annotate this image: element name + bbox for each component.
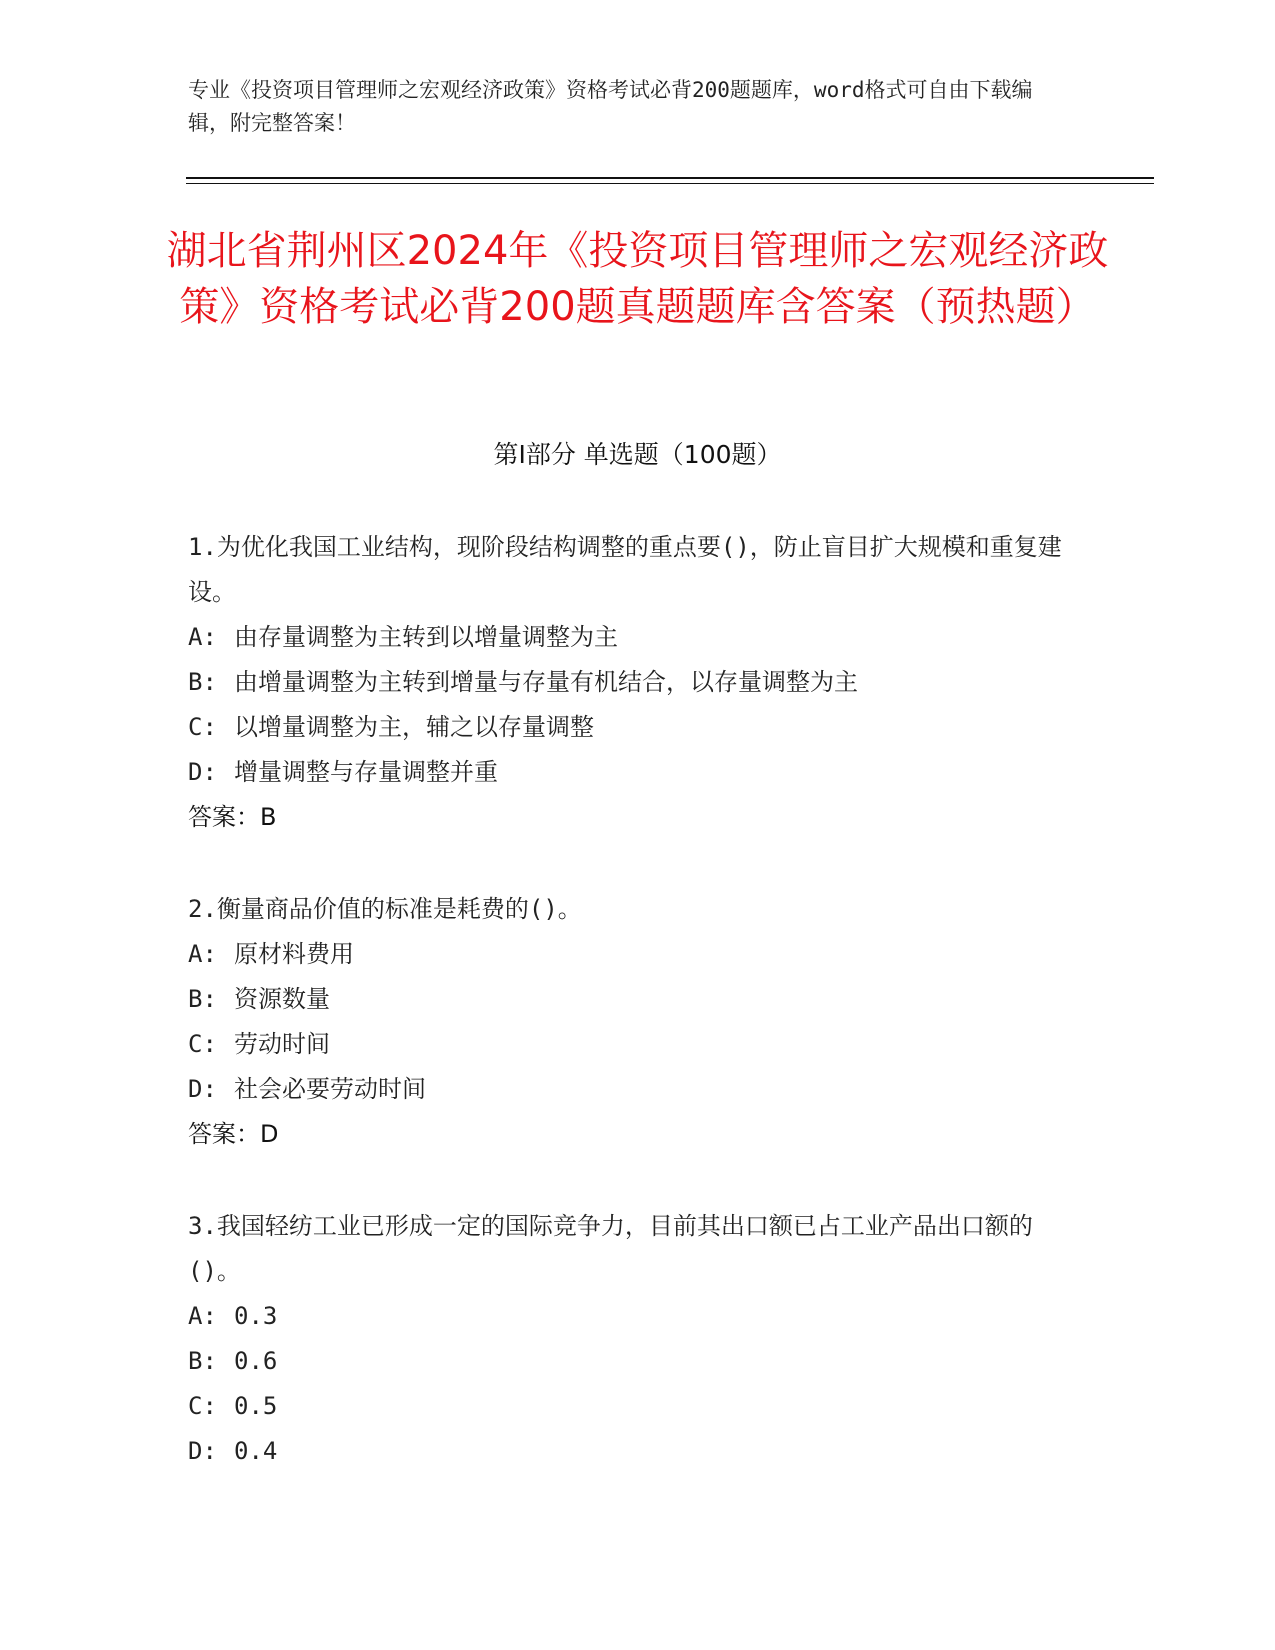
question-stem: 1.为优化我国工业结构，现阶段结构调整的重点要()，防止盲目扩大规模和重复建设。 <box>188 533 1062 606</box>
option-letter: B: <box>188 985 217 1013</box>
question-item <box>188 887 1068 1157</box>
option-text: 0.5 <box>234 1392 278 1420</box>
option-letter: A: <box>188 623 217 651</box>
header-divider-thick <box>186 177 1154 179</box>
option-text: 0.6 <box>234 1347 278 1375</box>
question-stem: 2.衡量商品价值的标准是耗费的()。 <box>188 895 582 923</box>
option-b <box>188 1339 1068 1384</box>
option-a <box>188 615 1068 660</box>
option-letter: C: <box>188 1030 217 1058</box>
option-text: 劳动时间 <box>234 1030 330 1058</box>
option-text: 增量调整与存量调整并重 <box>234 758 498 786</box>
option-b <box>188 660 1068 705</box>
option-d <box>188 1429 1068 1474</box>
header-divider-thin <box>186 183 1154 184</box>
option-letter: C: <box>188 1392 217 1420</box>
option-c <box>188 1022 1068 1067</box>
option-letter: D: <box>188 1075 217 1103</box>
option-letter: A: <box>188 1302 217 1330</box>
option-letter: C: <box>188 713 217 741</box>
answer-line: 答案：D <box>188 1120 279 1148</box>
option-text: 原材料费用 <box>234 940 354 968</box>
option-text: 0.4 <box>234 1437 278 1465</box>
question-item <box>188 525 1068 840</box>
option-text: 0.3 <box>234 1302 278 1330</box>
option-letter: B: <box>188 1347 217 1375</box>
question-item <box>188 1204 1068 1474</box>
option-text: 资源数量 <box>234 985 330 1013</box>
option-text: 以增量调整为主，辅之以存量调整 <box>234 713 594 741</box>
option-d <box>188 750 1068 795</box>
question-list <box>188 525 1068 1521</box>
answer-line: 答案：B <box>188 803 277 831</box>
option-c <box>188 1384 1068 1429</box>
option-text: 由增量调整为主转到增量与存量有机结合，以存量调整为主 <box>234 668 858 696</box>
section-heading: 第Ⅰ部分 单选题（100题） <box>493 440 782 469</box>
option-a <box>188 1294 1068 1339</box>
option-d <box>188 1067 1068 1112</box>
document-title: 湖北省荆州区2024年《投资项目管理师之宏观经济政策》资格考试必背200题真题题库含答案（预热题） <box>166 228 1109 330</box>
option-letter: A: <box>188 940 217 968</box>
option-letter: B: <box>188 668 217 696</box>
option-text: 社会必要劳动时间 <box>234 1075 426 1103</box>
option-letter: D: <box>188 1437 217 1465</box>
option-text: 由存量调整为主转到以增量调整为主 <box>234 623 618 651</box>
header-note: 专业《投资项目管理师之宏观经济政策》资格考试必背200题题库，word格式可自由下载编辑，附完整答案！ <box>188 78 1033 135</box>
option-a <box>188 932 1068 977</box>
option-b <box>188 977 1068 1022</box>
question-stem: 3.我国轻纺工业已形成一定的国际竞争力，目前其出口额已占工业产品出口额的()。 <box>188 1212 1033 1285</box>
option-c <box>188 705 1068 750</box>
option-letter: D: <box>188 758 217 786</box>
